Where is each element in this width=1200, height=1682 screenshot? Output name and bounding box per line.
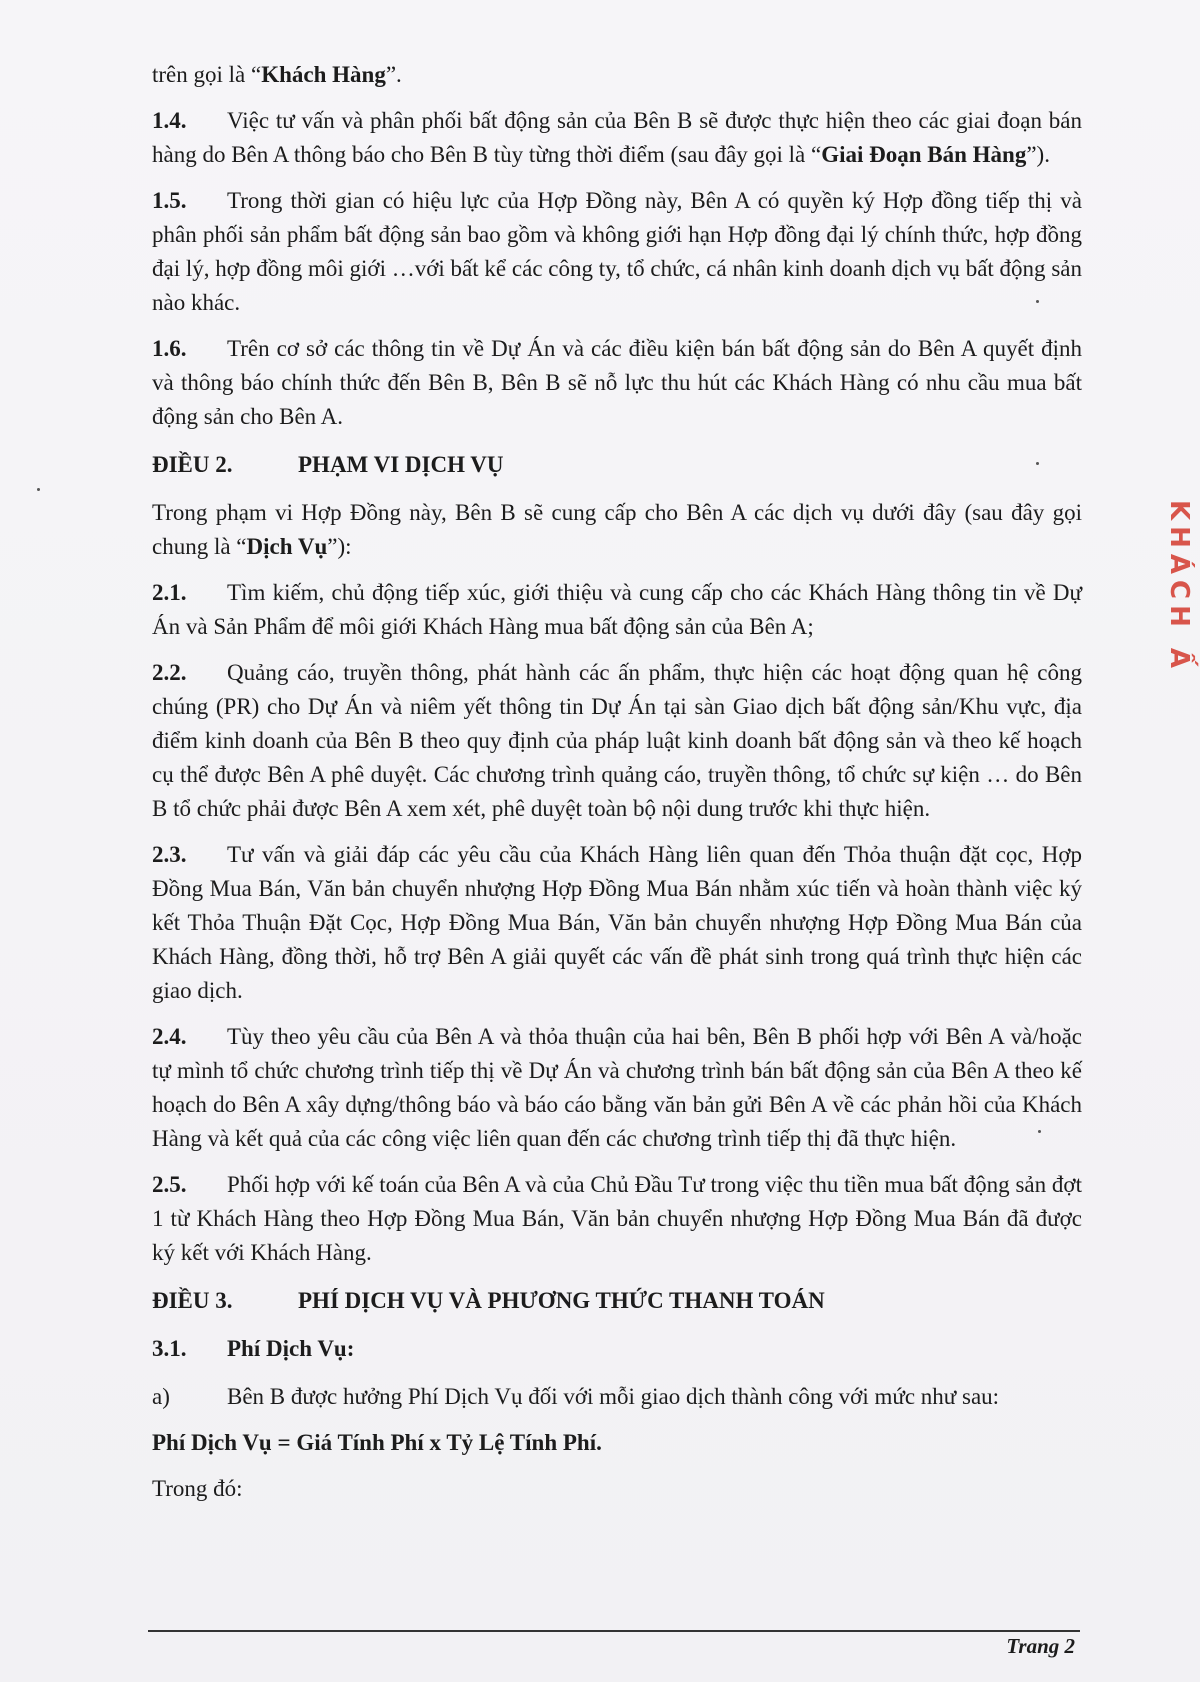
clause-2-5: 2.5. Phối hợp với kế toán của Bên A và của Chủ Đầu Tư trong việc thu tiền mua bất động sản đợt 1 từ Khách Hàng theo Hợp Đồng Mua Bán, Văn bản chuyển nhượng Hợp Đồng Mua Bán đã được ký kết với Khách Hàng. [152, 1168, 1082, 1270]
clause-number: 1.4. [152, 108, 187, 133]
clause-2-4: 2.4. Tùy theo yêu cầu của Bên A và thỏa thuận của hai bên, Bên B phối hợp với Bên A và/hoặc tự mình tổ chức chương trình tiếp thị về Dự Án và chương trình bán bất động sản của Bên A theo kế hoạch do Bên A xây dựng/thông báo và báo cáo bằng văn bản gửi Bên A về các phản hồi của Khách Hàng và kết quả của các công việc liên quan đến các chương trình tiếp thị đã thực hiện. [152, 1020, 1082, 1156]
document-body [152, 58, 1082, 1518]
scan-speck [1036, 462, 1039, 465]
clause-number: 2.4. [152, 1024, 187, 1049]
clause-2-1: 2.1. Tìm kiếm, chủ động tiếp xúc, giới thiệu và cung cấp cho các Khách Hàng thông tin về Dự Án và Sản Phẩm để môi giới Khách Hàng mua bất động sản của Bên A; [152, 576, 1082, 644]
intro-line: trên gọi là “Khách Hàng”. [152, 62, 402, 87]
article-2-heading: ĐIỀU 2. PHẠM VI DỊCH VỤ [152, 452, 504, 477]
clause-number: 2.5. [152, 1172, 187, 1197]
clause-number: 1.6. [152, 336, 187, 361]
clause-number: 2.1. [152, 580, 187, 605]
clause-1-4: 1.4. Việc tư vấn và phân phối bất động sản của Bên B sẽ được thực hiện theo các giai đoạn bán hàng do Bên A thông báo cho Bên B tùy từng thời điểm (sau đây gọi là “Giai Đoạn Bán Hàng”). [152, 104, 1082, 172]
red-stamp-edge [1164, 500, 1200, 730]
item-a: a) Bên B được hưởng Phí Dịch Vụ đối với mỗi giao dịch thành công với mức như sau: [152, 1384, 1000, 1409]
scan-speck [37, 488, 40, 491]
fee-formula: Phí Dịch Vụ = Giá Tính Phí x Tỷ Lệ Tính Phí. [152, 1430, 602, 1455]
clause-2-3: 2.3. Tư vấn và giải đáp các yêu cầu của Khách Hàng liên quan đến Thỏa thuận đặt cọc, Hợp Đồng Mua Bán, Văn bản chuyển nhượng Hợp Đồng Mua Bán nhằm xúc tiến và hoàn thành việc ký kết Thỏa Thuận Đặt Cọc, Hợp Đồng Mua Bán, Văn bản chuyển nhượng Hợp Đồng Mua Bán của Khách Hàng, đồng thời, hỗ trợ Bên A giải quyết các vấn đề phát sinh trong quá trình thực hiện các giao dịch. [152, 838, 1082, 1008]
stamp-text: KHÁCH Ấ [1164, 500, 1194, 675]
article-3-heading: ĐIỀU 3. PHÍ DỊCH VỤ VÀ PHƯƠNG THỨC THANH TOÁN [152, 1288, 825, 1313]
clause-1-5: 1.5. Trong thời gian có hiệu lực của Hợp Đồng này, Bên A có quyền ký Hợp đồng tiếp thị và phân phối sản phẩm bất động sản bao gồm và không giới hạn Hợp đồng đại lý chính thức, hợp đồng đại lý, hợp đồng môi giới …với bất kể các công ty, tổ chức, cá nhân kinh doanh dịch vụ bất động sản nào khác. [152, 184, 1082, 320]
clause-2-2: 2.2. Quảng cáo, truyền thông, phát hành các ấn phẩm, thực hiện các hoạt động quan hệ công chúng (PR) cho Dự Án và niêm yết thông tin Dự Án tại sàn Giao dịch bất động sản/Khu vực, địa điểm kinh doanh của Bên B theo quy định của pháp luật kinh doanh bất động sản và theo kế hoạch cụ thể được Bên A phê duyệt. Các chương trình quảng cáo, truyền thông, tổ chức sự kiện … do Bên B tổ chức phải được Bên A xem xét, phê duyệt toàn bộ nội dung trước khi thực hiện. [152, 656, 1082, 826]
clause-number: 2.3. [152, 842, 187, 867]
clause-3-1-heading: 3.1. Phí Dịch Vụ: [152, 1336, 355, 1361]
footer-rule [148, 1630, 1080, 1632]
clause-1-6: 1.6. Trên cơ sở các thông tin về Dự Án và các điều kiện bán bất động sản do Bên A quyết định và thông báo chính thức đến Bên B, Bên B sẽ nỗ lực thu hút các Khách Hàng có nhu cầu mua bất động sản cho Bên A. [152, 332, 1082, 434]
scan-speck [1038, 1130, 1041, 1133]
where-label: Trong đó: [152, 1476, 243, 1501]
scan-speck [1036, 300, 1039, 303]
clause-number: 2.2. [152, 660, 187, 685]
article-2-intro: Trong phạm vi Hợp Đồng này, Bên B sẽ cung cấp cho Bên A các dịch vụ dưới đây (sau đây gọi chung là “Dịch Vụ”): [152, 500, 1082, 559]
page-number: Trang 2 [1006, 1634, 1075, 1658]
clause-number: 1.5. [152, 188, 187, 213]
